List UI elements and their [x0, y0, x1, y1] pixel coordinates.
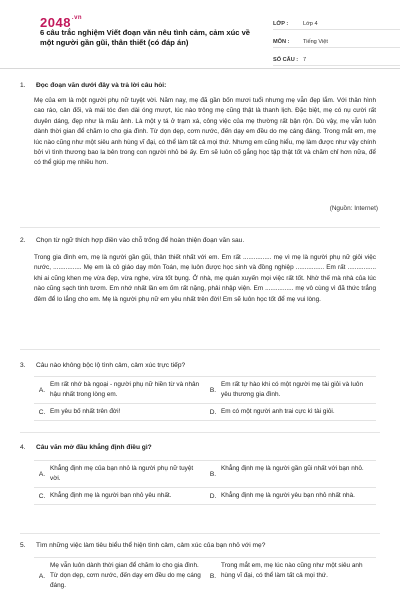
option-a[interactable] [34, 461, 205, 487]
header-divider [0, 68, 400, 69]
meta-row [273, 14, 400, 30]
meta-key: SỐ CÂU : [273, 57, 299, 63]
option-b[interactable] [205, 558, 376, 594]
option-b[interactable] [205, 461, 376, 487]
option-label: C. [38, 408, 46, 416]
option-label: D. [209, 408, 217, 416]
question-number: 5. [20, 542, 26, 549]
option-b[interactable] [205, 377, 376, 403]
option-text: Khẳng định mẹ là người gần gũi nhất với bạn nhỏ. [221, 465, 364, 472]
options-row [34, 377, 376, 404]
option-text: Khẳng định mẹ là người yêu bạn nhỏ nhất nhà. [221, 492, 355, 499]
section-divider [20, 533, 380, 534]
question-number: 4. [20, 444, 26, 451]
option-label: B. [209, 386, 217, 394]
question-text: Câu nào không bộc lộ tình cảm, cảm xúc trực tiếp? [36, 362, 186, 369]
option-text: Mẹ vẫn luôn dành thời gian để chăm lo cho gia đình. Từ dọn dẹp, cơm nước, đến dạy em đều do mẹ cáng đáng. [50, 562, 201, 589]
header [20, 0, 380, 66]
section-divider [20, 432, 380, 433]
question-text: Tìm những việc làm tiêu biểu thể hiện tình cảm, cảm xúc của bạn nhỏ với mẹ? [36, 542, 266, 549]
option-text: Trong mắt em, mẹ lúc nào cũng như một siêu anh hùng vĩ đại, có thể làm tất cả mọi thứ. [221, 562, 363, 579]
meta-table [273, 14, 400, 68]
logo-text: 2048 [40, 15, 71, 30]
question-4 [20, 443, 380, 454]
options-row [34, 404, 376, 421]
meta-value: Tiếng Việt [303, 39, 328, 45]
option-d[interactable] [205, 404, 376, 420]
option-text: Em có một người anh trai cực kì tài giỏi. [221, 408, 335, 415]
question-number: 3. [20, 362, 26, 369]
option-c[interactable] [34, 488, 205, 504]
passage-1: Mẹ của em là một người phụ nữ tuyệt vời. Năm nay, mẹ đã gần bốn mươi tuổi nhưng mẹ vẫn đẹp lắm. Với thân hình cao ráo, cân đối, và mái tóc đen dài óng mượt, lúc nào trông mẹ cũng thật là thanh lịch. Đặc biệt, mẹ có nụ cười rất duyên dáng, đẹp như là mấu ảnh. Là một y tá ở trạm xá, công việc của mẹ thường rất bận rộn. Dù vậy, mẹ vẫn luôn dành thời gian để chăm lo cho gia đình. Từ dọn dẹp, cơm nước, đến dạy em đều do mẹ cáng đáng. Trong mắt em, mẹ lúc nào cũng như một siêu anh hùng vĩ đại, có thể làm tất cả mọi thứ. Nhưng em cũng hiểu, mẹ làm được như vậy chính bởi vì tình thương bao la bên trong con người nhỏ bé ấy. Em sẽ luôn cố gắng học tập thật tốt và chăm chỉ hơn nữa, để có thể giúp mẹ nhiều hơn. [34, 97, 376, 167]
question-number: 1. [20, 82, 26, 89]
passage-source: (Nguồn: Internet) [329, 205, 378, 212]
option-d[interactable] [205, 488, 376, 504]
question-1 [20, 81, 380, 92]
question-number: 2. [20, 237, 26, 244]
passage-2: Trong gia đình em, mẹ là người gần gũi, thân thiết nhất với em. Em rất ................ mẹ vì mẹ là người phụ nữ giỏi việc nước, ................ Mẹ em là cô giáo dạy môn Toán, mẹ luôn được học sinh và đồng nghiệp ................ Em rất ................ khi ai cũng khen mẹ vừa đẹp, vừa nghe, vừa tốt bụng. Ở nhà, mẹ quán xuyến mọi việc rất tốt. Nhờ thế mà nhà của lúc nào cũng sạch tinh tươm. Em nhớ nhất lần em ốm rất nặng, phải nhập viện. Em ................ mẹ vô cùng vì đã thức trắng đêm để lo lắng cho em. Mẹ là người phụ nữ em yêu nhất trên đời! Em sẽ luôn học tốt để mẹ vui lòng. [34, 254, 376, 303]
page-title: 6 câu trắc nghiệm Viết đoạn văn nêu tình cảm, cảm xúc về một người gần gũi, thân thiết (có đáp án) [40, 28, 251, 47]
option-label: D. [209, 492, 217, 500]
option-a[interactable] [34, 558, 205, 594]
section-divider [20, 227, 380, 228]
logo-tld: .vn [71, 15, 83, 21]
options-3 [34, 376, 376, 421]
option-label: B. [209, 470, 217, 478]
options-row [34, 461, 376, 488]
option-a[interactable] [34, 377, 205, 403]
option-c[interactable] [34, 404, 205, 420]
meta-key: MÔN : [273, 39, 290, 45]
meta-value: 7 [303, 57, 307, 63]
option-label: C. [38, 492, 46, 500]
option-text: Khẳng định mẹ của bạn nhỏ là người phụ nữ tuyệt vời. [50, 465, 194, 482]
option-label: A. [38, 470, 46, 478]
option-label: B. [209, 572, 217, 580]
question-3 [20, 361, 380, 372]
question-text: Chọn từ ngữ thích hợp điền vào chỗ trống để hoàn thiện đoạn văn sau. [36, 237, 245, 244]
options-row [34, 488, 376, 505]
section-divider [20, 349, 380, 350]
meta-value: Lớp 4 [303, 21, 318, 27]
option-text: Khẳng định mẹ là người bạn nhỏ yêu nhất. [50, 492, 172, 499]
question-text: Đọc đoạn văn dưới đây và trả lời câu hỏi: [36, 82, 167, 89]
option-text: Em rất tự hào khi có một người mẹ tài giỏi và luôn yêu thương gia đình. [221, 381, 364, 398]
question-5 [20, 541, 380, 552]
option-label: A. [38, 386, 46, 394]
question-text: Câu văn mở đầu khẳng định điều gì? [36, 444, 152, 451]
question-2 [20, 236, 380, 247]
options-4 [34, 460, 376, 505]
option-label: A. [38, 572, 46, 580]
meta-row [273, 50, 400, 66]
option-text: Em rất nhớ bà ngoại - người phụ nữ hiền từ và nhân hậu nhất trong lòng em. [50, 381, 200, 398]
option-text: Em yêu bố nhất trên đời! [50, 408, 121, 415]
meta-key: LỚP : [273, 21, 289, 27]
options-5 [34, 557, 376, 594]
meta-row [273, 32, 400, 48]
options-row [34, 558, 376, 594]
